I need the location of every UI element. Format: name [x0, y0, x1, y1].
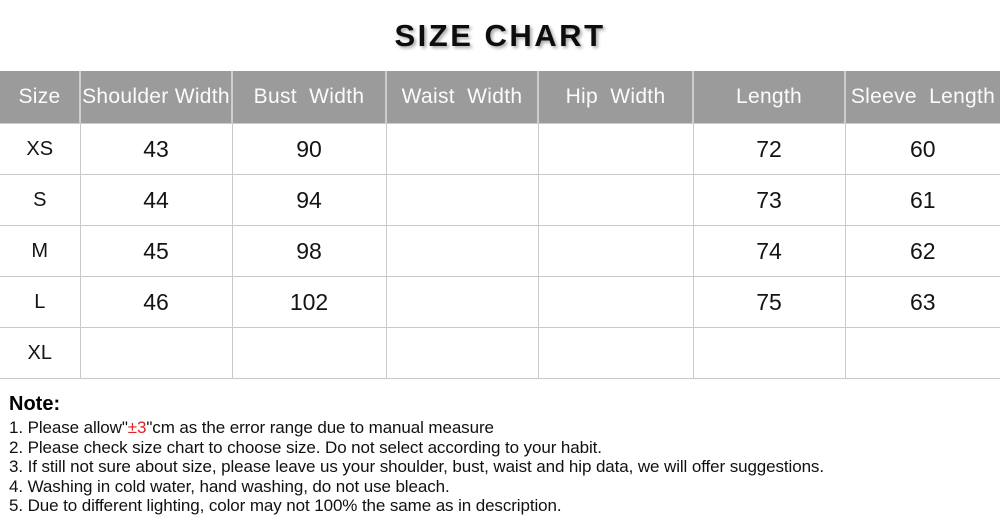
table-row-m — [0, 226, 1000, 277]
value-cell — [232, 328, 386, 379]
value-cell: 46 — [80, 277, 232, 328]
value-cell — [538, 328, 693, 379]
value-cell: 98 — [232, 226, 386, 277]
value-cell — [80, 328, 232, 379]
note-item-2: 2. Please check size chart to choose size. Do not select according to your habit. — [9, 437, 602, 457]
table-row-xs — [0, 124, 1000, 175]
value-cell: 45 — [80, 226, 232, 277]
column-header-length: Length — [693, 71, 845, 124]
size-cell: L — [0, 277, 80, 328]
column-header-size: Size — [0, 71, 80, 124]
notes-section — [0, 393, 1000, 516]
value-cell: 94 — [232, 175, 386, 226]
size-cell: XL — [0, 328, 80, 379]
value-cell — [386, 277, 538, 328]
value-cell: 90 — [232, 124, 386, 175]
value-cell: 43 — [80, 124, 232, 175]
note-heading: Note: — [9, 393, 61, 415]
value-cell — [386, 226, 538, 277]
page-title: SIZE CHART — [394, 18, 606, 53]
column-header-bust-width: Bust Width — [232, 71, 386, 124]
value-cell — [538, 226, 693, 277]
column-header-sleeve-length: Sleeve Length — [845, 71, 1000, 124]
note-item-3: 3. If still not sure about size, please leave us your shoulder, bust, waist and hip data, we will offer suggestions. — [9, 457, 824, 476]
value-cell — [538, 175, 693, 226]
value-cell — [386, 124, 538, 175]
tolerance-value: ±3 — [127, 418, 147, 437]
value-cell — [386, 328, 538, 379]
value-cell: 75 — [693, 277, 845, 328]
value-cell: 61 — [845, 175, 1000, 226]
column-header-waist-width: Waist Width — [386, 71, 538, 124]
value-cell: 73 — [693, 175, 845, 226]
value-cell: 72 — [693, 124, 845, 175]
size-cell: XS — [0, 124, 80, 175]
value-cell — [538, 277, 693, 328]
size-cell: M — [0, 226, 80, 277]
table-row-s — [0, 175, 1000, 226]
table-row-xl — [0, 328, 1000, 379]
note-item-5: 5. Due to different lighting, color may not 100% the same as in description. — [9, 496, 562, 515]
column-header-hip-width: Hip Width — [538, 71, 693, 124]
value-cell: 60 — [845, 124, 1000, 175]
value-cell: 74 — [693, 226, 845, 277]
note-item-1-prefix: 1. Please allow" — [9, 418, 128, 437]
size-cell: S — [0, 175, 80, 226]
value-cell: 44 — [80, 175, 232, 226]
value-cell — [386, 175, 538, 226]
value-cell — [693, 328, 845, 379]
value-cell — [538, 124, 693, 175]
value-cell: 62 — [845, 226, 1000, 277]
value-cell: 102 — [232, 277, 386, 328]
note-item-1-suffix: "cm as the error range due to manual measure — [146, 418, 494, 437]
table-header-row — [0, 71, 1000, 124]
table-row-l — [0, 277, 1000, 328]
value-cell — [845, 328, 1000, 379]
column-header-shoulder-width: Shoulder Width — [80, 71, 232, 124]
note-item-4: 4. Washing in cold water, hand washing, do not use bleach. — [9, 476, 450, 496]
note-item-1 — [9, 418, 1000, 438]
size-chart-table — [0, 71, 1000, 379]
value-cell: 63 — [845, 277, 1000, 328]
